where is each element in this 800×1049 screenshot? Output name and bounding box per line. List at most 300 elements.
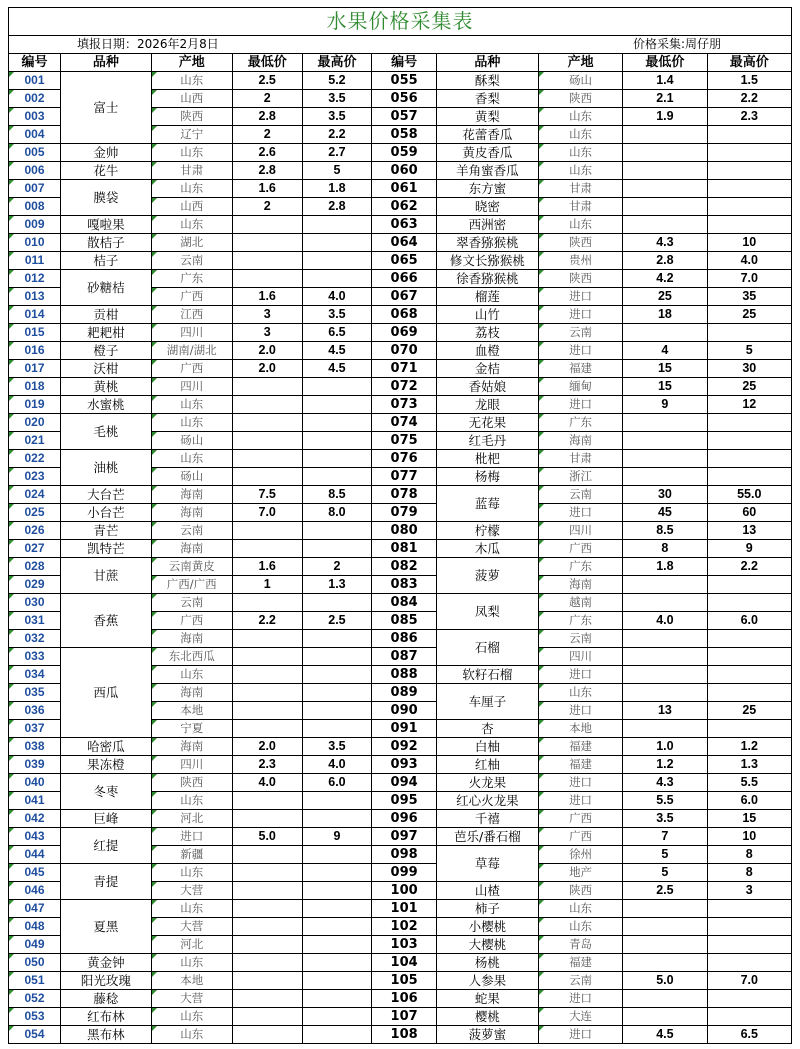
max-price: 8.5: [302, 486, 372, 504]
origin: 山西: [151, 90, 232, 108]
min-price: 4: [623, 342, 707, 360]
max-price: [302, 396, 372, 414]
max-price: 2.2: [707, 90, 791, 108]
min-price: [232, 990, 302, 1008]
item-number: 059: [372, 144, 437, 162]
min-price: 4.0: [232, 774, 302, 792]
variety-name: 血橙: [436, 342, 538, 360]
item-number: 069: [372, 324, 437, 342]
origin: 云南: [151, 522, 232, 540]
origin: 进口: [538, 774, 622, 792]
max-price: 2.3: [707, 108, 791, 126]
origin: 海南: [151, 738, 232, 756]
max-price: 2.5: [302, 612, 372, 630]
max-price: [707, 918, 791, 936]
min-price: 2.8: [623, 252, 707, 270]
min-price: 2.8: [232, 108, 302, 126]
item-number: 045: [9, 864, 61, 882]
table-row: [9, 738, 792, 756]
max-price: [707, 180, 791, 198]
item-number: 047: [9, 900, 61, 918]
variety-name: 金帅: [61, 144, 152, 162]
max-price: [707, 666, 791, 684]
variety-name: 水蜜桃: [61, 396, 152, 414]
table-row: [9, 234, 792, 252]
item-number: 076: [372, 450, 437, 468]
origin: 山东: [151, 144, 232, 162]
item-number: 073: [372, 396, 437, 414]
header-cell: 产地: [538, 54, 622, 72]
variety-name: 山竹: [436, 306, 538, 324]
item-number: 106: [372, 990, 437, 1008]
table-row: [9, 774, 792, 792]
min-price: [232, 846, 302, 864]
origin: 海南: [538, 432, 622, 450]
variety-name: 晓密: [436, 198, 538, 216]
item-number: 080: [372, 522, 437, 540]
item-number: 039: [9, 756, 61, 774]
header-cell: 最高价: [302, 54, 372, 72]
variety-name: 红毛丹: [436, 432, 538, 450]
table-row: [9, 540, 792, 558]
origin: 海南: [538, 576, 622, 594]
max-price: [707, 216, 791, 234]
origin: 大营: [151, 990, 232, 1008]
min-price: 8.5: [623, 522, 707, 540]
origin: 山东: [151, 864, 232, 882]
variety-name: 杨梅: [436, 468, 538, 486]
item-number: 101: [372, 900, 437, 918]
item-number: 083: [372, 576, 437, 594]
origin: 甘肃: [151, 162, 232, 180]
item-number: 003: [9, 108, 61, 126]
price-sheet: [8, 7, 792, 1044]
variety-name: 枇杷: [436, 450, 538, 468]
table-row: [9, 990, 792, 1008]
max-price: [302, 432, 372, 450]
origin: 湖北: [151, 234, 232, 252]
origin: 山东: [151, 666, 232, 684]
origin: 宁夏: [151, 720, 232, 738]
variety-name: 石榴: [436, 630, 538, 666]
max-price: 5.5: [707, 774, 791, 792]
origin: 砀山: [538, 72, 622, 90]
variety-name: 木瓜: [436, 540, 538, 558]
max-price: 30: [707, 360, 791, 378]
origin: 陕西: [538, 234, 622, 252]
min-price: 3: [232, 306, 302, 324]
variety-name: 果冻橙: [61, 756, 152, 774]
variety-name: 阳光玫瑰: [61, 972, 152, 990]
min-price: [232, 666, 302, 684]
min-price: 8: [623, 540, 707, 558]
variety-name: 红布林: [61, 1008, 152, 1026]
variety-name: 车厘子: [436, 684, 538, 720]
max-price: [302, 702, 372, 720]
table-row: [9, 810, 792, 828]
variety-name: 嘎啦果: [61, 216, 152, 234]
min-price: 5: [623, 846, 707, 864]
variety-name: 杨桃: [436, 954, 538, 972]
max-price: 1.2: [707, 738, 791, 756]
max-price: 6.0: [707, 792, 791, 810]
item-number: 011: [9, 252, 61, 270]
origin: 陕西: [538, 270, 622, 288]
origin: 云南黄皮: [151, 558, 232, 576]
variety-name: 凯特芒: [61, 540, 152, 558]
variety-name: 黑布林: [61, 1026, 152, 1044]
table-row: [9, 1008, 792, 1026]
variety-name: 青芒: [61, 522, 152, 540]
origin: 云南: [538, 630, 622, 648]
min-price: [623, 900, 707, 918]
item-number: 007: [9, 180, 61, 198]
variety-name: 哈密瓜: [61, 738, 152, 756]
min-price: [232, 414, 302, 432]
item-number: 093: [372, 756, 437, 774]
origin: 新疆: [151, 846, 232, 864]
max-price: [302, 936, 372, 954]
item-number: 043: [9, 828, 61, 846]
max-price: 2.2: [707, 558, 791, 576]
table-row: [9, 954, 792, 972]
header-row: [9, 54, 792, 72]
origin: 砀山: [151, 432, 232, 450]
origin: 本地: [151, 702, 232, 720]
origin: 辽宁: [151, 126, 232, 144]
origin: 山东: [538, 216, 622, 234]
item-number: 016: [9, 342, 61, 360]
min-price: 7.5: [232, 486, 302, 504]
variety-name: 东方蜜: [436, 180, 538, 198]
item-number: 081: [372, 540, 437, 558]
origin: 浙江: [538, 468, 622, 486]
min-price: 18: [623, 306, 707, 324]
min-price: 1.2: [623, 756, 707, 774]
max-price: 4.0: [707, 252, 791, 270]
max-price: [707, 144, 791, 162]
max-price: [302, 900, 372, 918]
min-price: [232, 702, 302, 720]
min-price: [623, 630, 707, 648]
item-number: 096: [372, 810, 437, 828]
origin: 大营: [151, 918, 232, 936]
min-price: [623, 918, 707, 936]
max-price: [302, 1008, 372, 1026]
origin: 山东: [538, 126, 622, 144]
table-row: [9, 180, 792, 198]
table-row: [9, 378, 792, 396]
item-number: 071: [372, 360, 437, 378]
table-row: [9, 396, 792, 414]
min-price: 7.0: [232, 504, 302, 522]
origin: 山东: [151, 72, 232, 90]
item-number: 025: [9, 504, 61, 522]
item-number: 030: [9, 594, 61, 612]
min-price: [623, 954, 707, 972]
min-price: 15: [623, 378, 707, 396]
item-number: 055: [372, 72, 437, 90]
max-price: [302, 684, 372, 702]
variety-name: 荔枝: [436, 324, 538, 342]
variety-name: 凤梨: [436, 594, 538, 630]
origin: 广西: [151, 360, 232, 378]
min-price: 5: [623, 864, 707, 882]
item-number: 046: [9, 882, 61, 900]
min-price: 5.0: [623, 972, 707, 990]
max-price: 3.5: [302, 108, 372, 126]
min-price: [623, 720, 707, 738]
origin: 陕西: [538, 882, 622, 900]
origin: 东北西瓜: [151, 648, 232, 666]
max-price: 7.0: [707, 270, 791, 288]
fill-date: 填报日期：2026年2月8日: [77, 37, 219, 51]
max-price: 5: [302, 162, 372, 180]
max-price: [302, 1026, 372, 1044]
item-number: 107: [372, 1008, 437, 1026]
origin: 四川: [151, 756, 232, 774]
min-price: [232, 396, 302, 414]
variety-name: 樱桃: [436, 1008, 538, 1026]
header-cell: 编号: [9, 54, 61, 72]
origin: 陕西: [151, 108, 232, 126]
item-number: 053: [9, 1008, 61, 1026]
min-price: 2.8: [232, 162, 302, 180]
item-number: 029: [9, 576, 61, 594]
item-number: 009: [9, 216, 61, 234]
min-price: [232, 378, 302, 396]
variety-name: 黄金钟: [61, 954, 152, 972]
max-price: [302, 954, 372, 972]
origin: 广西: [538, 828, 622, 846]
origin: 进口: [538, 1026, 622, 1044]
origin: 进口: [538, 396, 622, 414]
variety-name: 红提: [61, 828, 152, 864]
item-number: 097: [372, 828, 437, 846]
item-number: 004: [9, 126, 61, 144]
max-price: [707, 594, 791, 612]
item-number: 034: [9, 666, 61, 684]
item-number: 098: [372, 846, 437, 864]
variety-name: 橙子: [61, 342, 152, 360]
origin: 云南: [151, 594, 232, 612]
min-price: 5.5: [623, 792, 707, 810]
max-price: [302, 972, 372, 990]
origin: 进口: [151, 828, 232, 846]
max-price: 1.3: [302, 576, 372, 594]
item-number: 038: [9, 738, 61, 756]
max-price: [707, 576, 791, 594]
header-cell: 最高价: [707, 54, 791, 72]
max-price: [302, 468, 372, 486]
info-row: [9, 36, 792, 54]
max-price: 2.8: [302, 198, 372, 216]
max-price: 25: [707, 702, 791, 720]
variety-name: 甘蔗: [61, 558, 152, 594]
min-price: 2.0: [232, 360, 302, 378]
max-price: [302, 450, 372, 468]
origin: 海南: [151, 504, 232, 522]
min-price: [623, 162, 707, 180]
item-number: 082: [372, 558, 437, 576]
min-price: [623, 936, 707, 954]
table-row: [9, 324, 792, 342]
item-number: 087: [372, 648, 437, 666]
min-price: 15: [623, 360, 707, 378]
origin: 山东: [151, 900, 232, 918]
table-row: [9, 648, 792, 666]
item-number: 020: [9, 414, 61, 432]
variety-name: 小台芒: [61, 504, 152, 522]
origin: 广西: [538, 540, 622, 558]
origin: 河北: [151, 810, 232, 828]
variety-name: 油桃: [61, 450, 152, 486]
min-price: [623, 144, 707, 162]
max-price: [707, 720, 791, 738]
variety-name: 沃柑: [61, 360, 152, 378]
min-price: 3.5: [623, 810, 707, 828]
table-row: [9, 252, 792, 270]
item-number: 074: [372, 414, 437, 432]
origin: 海南: [151, 684, 232, 702]
max-price: [302, 630, 372, 648]
variety-name: 香蕉: [61, 594, 152, 648]
item-number: 021: [9, 432, 61, 450]
item-number: 060: [372, 162, 437, 180]
origin: 广东: [151, 270, 232, 288]
min-price: [232, 720, 302, 738]
min-price: 1.0: [623, 738, 707, 756]
min-price: 4.2: [623, 270, 707, 288]
table-row: [9, 162, 792, 180]
origin: 山东: [151, 954, 232, 972]
variety-name: 西洲密: [436, 216, 538, 234]
min-price: [232, 882, 302, 900]
origin: 陕西: [538, 90, 622, 108]
item-number: 104: [372, 954, 437, 972]
origin: 海南: [151, 630, 232, 648]
table-row: [9, 270, 792, 288]
max-price: 3.5: [302, 738, 372, 756]
min-price: 1.8: [623, 558, 707, 576]
max-price: 9: [302, 828, 372, 846]
min-price: [232, 540, 302, 558]
table-row: [9, 900, 792, 918]
origin: 广西: [538, 810, 622, 828]
item-number: 094: [372, 774, 437, 792]
variety-name: 芭乐/番石榴: [436, 828, 538, 846]
max-price: [707, 324, 791, 342]
min-price: 1.9: [623, 108, 707, 126]
origin: 福建: [538, 360, 622, 378]
min-price: [232, 972, 302, 990]
table-row: [9, 306, 792, 324]
min-price: [623, 198, 707, 216]
price-table: [8, 7, 792, 1044]
origin: 江西: [151, 306, 232, 324]
variety-name: 修文长猕猴桃: [436, 252, 538, 270]
max-price: [707, 198, 791, 216]
origin: 本地: [151, 972, 232, 990]
max-price: 4.0: [302, 288, 372, 306]
variety-name: 红心火龙果: [436, 792, 538, 810]
variety-name: 榴莲: [436, 288, 538, 306]
table-row: [9, 594, 792, 612]
variety-name: 黄桃: [61, 378, 152, 396]
max-price: 25: [707, 378, 791, 396]
max-price: [302, 252, 372, 270]
header-cell: 产地: [151, 54, 232, 72]
origin: 大连: [538, 1008, 622, 1026]
origin: 山东: [151, 414, 232, 432]
item-number: 075: [372, 432, 437, 450]
min-price: [623, 450, 707, 468]
origin: 山东: [151, 1008, 232, 1026]
variety-name: 小樱桃: [436, 918, 538, 936]
item-number: 041: [9, 792, 61, 810]
origin: 地产: [538, 864, 622, 882]
origin: 山东: [538, 162, 622, 180]
min-price: [232, 216, 302, 234]
item-number: 054: [9, 1026, 61, 1044]
item-number: 024: [9, 486, 61, 504]
item-number: 063: [372, 216, 437, 234]
table-row: [9, 756, 792, 774]
min-price: 4.0: [623, 612, 707, 630]
origin: 进口: [538, 792, 622, 810]
origin: 海南: [151, 486, 232, 504]
origin: 本地: [538, 720, 622, 738]
origin: 山东: [538, 684, 622, 702]
origin: 山东: [538, 900, 622, 918]
item-number: 086: [372, 630, 437, 648]
min-price: 45: [623, 504, 707, 522]
min-price: 2.0: [232, 342, 302, 360]
min-price: [623, 990, 707, 1008]
table-row: [9, 216, 792, 234]
max-price: [302, 846, 372, 864]
header-cell: 编号: [372, 54, 437, 72]
max-price: 8.0: [302, 504, 372, 522]
item-number: 062: [372, 198, 437, 216]
min-price: [623, 126, 707, 144]
item-number: 067: [372, 288, 437, 306]
min-price: [232, 522, 302, 540]
origin: 河北: [151, 936, 232, 954]
variety-name: 大台芒: [61, 486, 152, 504]
item-number: 036: [9, 702, 61, 720]
min-price: [623, 1008, 707, 1026]
origin: 大营: [151, 882, 232, 900]
min-price: [232, 234, 302, 252]
origin: 福建: [538, 756, 622, 774]
max-price: 35: [707, 288, 791, 306]
origin: 广东: [538, 558, 622, 576]
item-number: 072: [372, 378, 437, 396]
max-price: 55.0: [707, 486, 791, 504]
variety-name: 香梨: [436, 90, 538, 108]
item-number: 001: [9, 72, 61, 90]
item-number: 014: [9, 306, 61, 324]
min-price: 4.3: [623, 774, 707, 792]
item-number: 013: [9, 288, 61, 306]
variety-name: 山楂: [436, 882, 538, 900]
variety-name: 火龙果: [436, 774, 538, 792]
max-price: 10: [707, 828, 791, 846]
min-price: 4.3: [623, 234, 707, 252]
item-number: 066: [372, 270, 437, 288]
origin: 四川: [151, 324, 232, 342]
